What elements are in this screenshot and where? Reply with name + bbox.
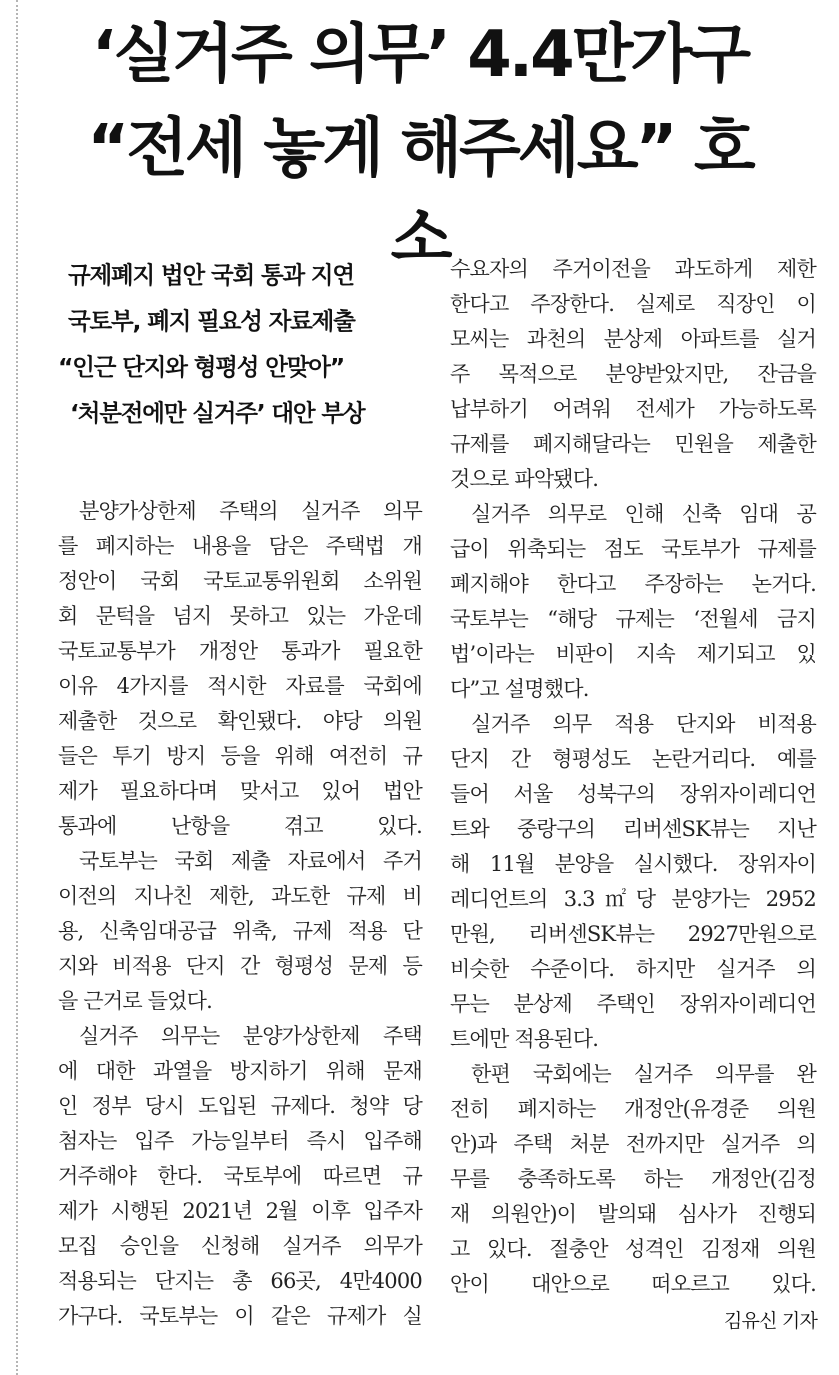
body-line: 모씨는 과천의 분상제 아파트를 실거 bbox=[450, 327, 816, 351]
body-line: 용, 신축임대공급 위축, 규제 적용 단 bbox=[58, 919, 422, 943]
body-line: 비슷한 수준이다. 하지만 실거주 의 bbox=[450, 957, 816, 981]
body-line: 단지 간 형평성도 논란거리다. 예를 bbox=[450, 747, 816, 771]
body-line: 지와 비적용 단지 간 형평성 문제 등 bbox=[58, 954, 422, 978]
body-line: 다”고 설명했다. bbox=[450, 677, 589, 701]
body-line: 에 대한 과열을 방지하기 위해 문재 bbox=[58, 1059, 422, 1083]
body-line: 트와 중랑구의 리버센SK뷰는 지난 bbox=[450, 817, 816, 841]
body-line: 것으로 파악됐다. bbox=[450, 467, 599, 491]
body-line: 무는 분상제 주택인 장위자이레디언 bbox=[450, 992, 816, 1016]
body-line: 이전의 지나친 제한, 과도한 규제 비 bbox=[58, 884, 422, 908]
body-line: 모집 승인을 신청해 실거주 의무가 bbox=[58, 1234, 422, 1258]
body-line: 들어 서울 성북구의 장위자이레디언 bbox=[450, 782, 816, 806]
body-line: 법’이라는 비판이 지속 제기되고 있 bbox=[450, 642, 816, 666]
body-line: 분양가상한제 주택의 실거주 의무 bbox=[79, 499, 422, 523]
body-line: 제가 시행된 2021년 2월 이후 입주자 bbox=[58, 1199, 422, 1223]
body-line: 거주해야 한다. 국토부에 따르면 규 bbox=[58, 1164, 422, 1188]
body-line: 수요자의 주거이전을 과도하게 제한 bbox=[450, 257, 816, 281]
subheadline-4: ‘처분전에만 실거주’ 대안 부상 bbox=[70, 399, 365, 427]
body-line: 재 의원안)이 발의돼 심사가 진행되 bbox=[450, 1202, 816, 1226]
subheadline-3: “인근 단지와 형평성 안맞아” bbox=[58, 353, 344, 381]
body-line: 안이 대안으로 떠오르고 있다. bbox=[450, 1272, 816, 1296]
byline: 김유신 기자 bbox=[723, 1310, 817, 1332]
article-body-right-column bbox=[450, 252, 816, 1302]
body-line: 해 11월 분양을 실시했다. 장위자이 bbox=[450, 852, 816, 876]
body-line: 무를 충족하도록 하는 개정안(김정 bbox=[450, 1167, 816, 1191]
body-line: 를 폐지하는 내용을 담은 주택법 개 bbox=[58, 534, 422, 558]
body-line: 급이 위축되는 점도 국토부가 규제를 bbox=[450, 537, 816, 561]
body-line: 안)과 주택 처분 전까지만 실거주 의 bbox=[450, 1132, 816, 1156]
body-line: 실거주 의무로 인해 신축 임대 공 bbox=[471, 502, 816, 526]
body-line: 실거주 의무는 분양가상한제 주택 bbox=[79, 1024, 422, 1048]
body-line: 국토부는 국회 제출 자료에서 주거 bbox=[79, 849, 422, 873]
body-line: 첨자는 입주 가능일부터 즉시 입주해 bbox=[58, 1129, 422, 1153]
body-line: 이유 4가지를 적시한 자료를 국회에 bbox=[58, 674, 422, 698]
body-line: 적용되는 단지는 총 66곳, 4만4000 bbox=[58, 1269, 422, 1293]
body-line: 실거주 의무 적용 단지와 비적용 bbox=[471, 712, 816, 736]
body-line: 인 정부 당시 도입된 규제다. 청약 당 bbox=[58, 1094, 422, 1118]
body-line: 회 문턱을 넘지 못하고 있는 가운데 bbox=[58, 604, 422, 628]
body-line: 한편 국회에는 실거주 의무를 완 bbox=[471, 1062, 816, 1086]
body-line: 을 근거로 들었다. bbox=[58, 989, 213, 1013]
body-line: 만원, 리버센SK뷰는 2927만원으로 bbox=[450, 922, 816, 946]
column-rule bbox=[16, 0, 18, 1375]
body-line: 규제를 폐지해달라는 민원을 제출한 bbox=[450, 432, 816, 456]
body-line: 폐지해야 한다고 주장하는 논거다. bbox=[450, 572, 816, 596]
body-line: 들은 투기 방지 등을 위해 여전히 규 bbox=[58, 744, 422, 768]
subheadline-2: 국토부, 폐지 필요성 자료제출 bbox=[68, 307, 355, 335]
subheadline-block bbox=[58, 252, 424, 436]
body-line: 트에만 적용된다. bbox=[450, 1027, 599, 1051]
body-line: 한다고 주장한다. 실제로 직장인 이 bbox=[450, 292, 816, 316]
body-line: 가구다. 국토부는 이 같은 규제가 실 bbox=[58, 1304, 422, 1328]
body-line: 국토부는 “해당 규제는 ‘전월세 금지 bbox=[450, 607, 816, 631]
body-line: 제가 필요하다며 맞서고 있어 법안 bbox=[58, 779, 422, 803]
headline-line-1: ‘실거주 의무’ 4.4만가구 bbox=[91, 18, 749, 92]
body-line: 납부하기 어려워 전세가 가능하도록 bbox=[450, 397, 816, 421]
headline-line-2: “전세 놓게 해주세요” 호소 bbox=[87, 112, 753, 276]
subheadline-1: 규제폐지 법안 국회 통과 지연 bbox=[68, 261, 354, 289]
article-body-left-column bbox=[58, 494, 422, 1334]
body-line: 국토교통부가 개정안 통과가 필요한 bbox=[58, 639, 422, 663]
body-line: 정안이 국회 국토교통위원회 소위원 bbox=[58, 569, 422, 593]
body-line: 통과에 난항을 겪고 있다. bbox=[58, 814, 422, 838]
body-line: 고 있다. 절충안 성격인 김정재 의원 bbox=[450, 1237, 816, 1261]
body-line: 제출한 것으로 확인됐다. 야당 의원 bbox=[58, 709, 422, 733]
body-line: 주 목적으로 분양받았지만, 잔금을 bbox=[450, 362, 816, 386]
body-line: 전히 폐지하는 개정안(유경준 의원 bbox=[450, 1097, 816, 1121]
body-line: 레디언트의 3.3㎡당 분양가는 2952 bbox=[450, 887, 816, 911]
